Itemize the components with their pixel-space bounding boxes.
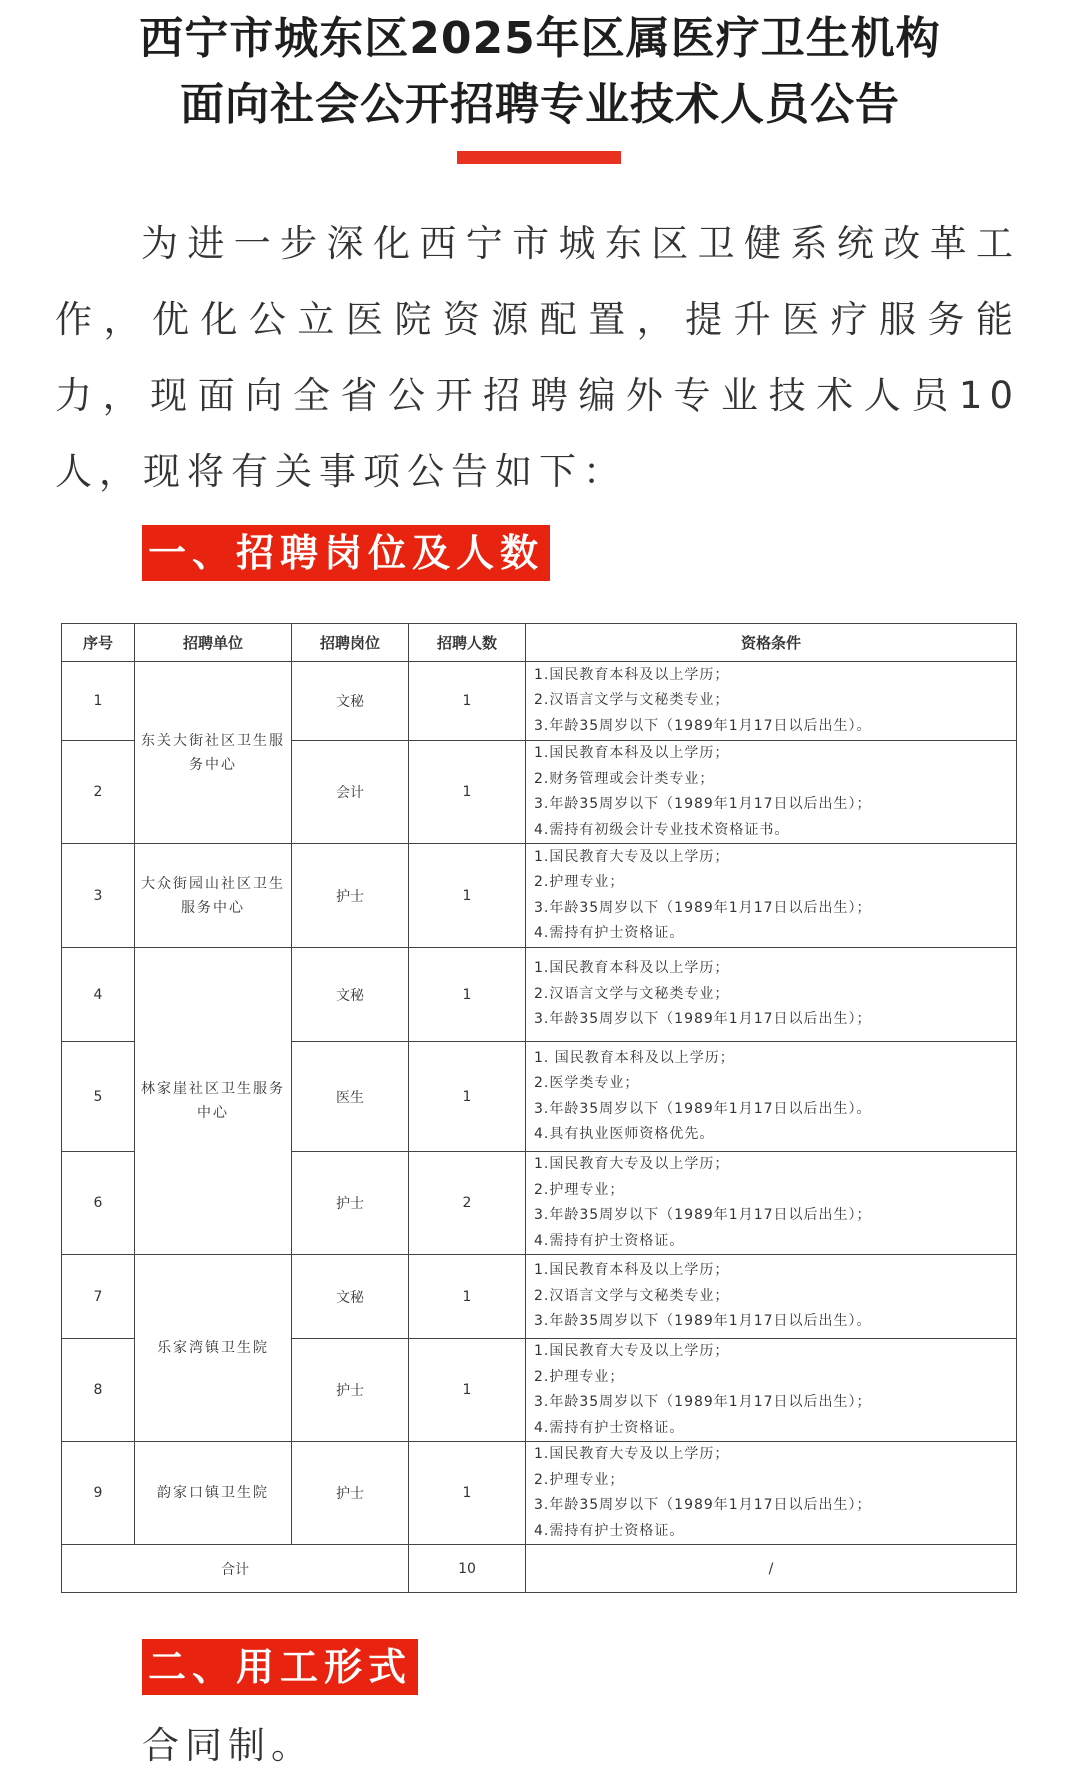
section-heading-employment: 二、用工形式 [142, 1639, 418, 1695]
page-title-line2: 面向社会公开招聘专业技术人员公告 [180, 79, 900, 130]
condition-line: 3.年龄35周岁以下（1989年1月17日以后出生）； [534, 796, 872, 812]
row-count: 1 [409, 1442, 526, 1545]
condition-line: 4.需持有护士资格证。 [534, 1232, 685, 1249]
section-heading-positions: 一、招聘岗位及人数 [142, 525, 550, 581]
title-underline-bar [457, 151, 621, 164]
row-post: 护士 [292, 1339, 409, 1442]
table-row [62, 1255, 1017, 1339]
row-count: 1 [409, 741, 526, 844]
row-count: 1 [409, 1339, 526, 1442]
condition-line: 3.年龄35周岁以下（1989年1月17日以后出生）； [534, 1207, 872, 1223]
row-post: 护士 [292, 1152, 409, 1255]
row-conditions [526, 1255, 1017, 1339]
row-conditions [526, 844, 1017, 948]
row-no: 8 [62, 1339, 135, 1442]
condition-line: 3.年龄35周岁以下（1989年1月17日以后出生）。 [534, 1100, 872, 1117]
condition-line: 4.需持有初级会计专业技术资格证书。 [534, 821, 790, 838]
condition-line: 3.年龄35周岁以下（1989年1月17日以后出生）； [534, 1497, 872, 1513]
total-conditions: / [526, 1545, 1017, 1593]
condition-line: 4.需持有护士资格证。 [534, 1522, 685, 1539]
header-conditions: 资格条件 [526, 624, 1017, 662]
condition-line: 2.护理专业； [534, 1181, 625, 1198]
condition-line: 3.年龄35周岁以下（1989年1月17日以后出生）。 [534, 717, 872, 734]
row-count: 1 [409, 662, 526, 741]
intro-paragraph: 为进一步深化西宁市城东区卫健系统改革工作，优化公立医院资源配置，提升医疗服务能力，现面向全省公开招聘编外专业技术人员10人，现将有关事项公告如下： [55, 222, 1020, 493]
row-post: 文秘 [292, 948, 409, 1042]
condition-line: 2.医学类专业； [534, 1075, 640, 1091]
row-unit: 大众街园山社区卫生服务中心 [135, 844, 292, 948]
condition-line: 2.护理专业； [534, 874, 625, 890]
condition-line: 2.护理专业； [534, 1368, 625, 1385]
row-conditions [526, 662, 1017, 741]
header-count: 招聘人数 [409, 624, 526, 662]
row-unit: 乐家湾镇卫生院 [135, 1255, 292, 1442]
row-conditions [526, 741, 1017, 844]
employment-form-text: 合同制。 [142, 1724, 314, 1767]
row-no: 5 [62, 1042, 135, 1152]
condition-line: 1.国民教育本科及以上学历； [534, 1262, 730, 1279]
condition-line: 1.国民教育大专及以上学历； [534, 848, 730, 865]
table-row [62, 948, 1017, 1042]
row-post: 文秘 [292, 662, 409, 741]
total-row [62, 1545, 1017, 1593]
row-count: 1 [409, 948, 526, 1042]
table-header-row [62, 624, 1017, 662]
total-count: 10 [409, 1545, 526, 1593]
row-unit: 东关大街社区卫生服务中心 [135, 662, 292, 844]
header-no: 序号 [62, 624, 135, 662]
row-conditions [526, 1042, 1017, 1152]
page-title-line1: 西宁市城东区2025年区属医疗卫生机构 [139, 13, 941, 64]
row-no: 3 [62, 844, 135, 948]
condition-line: 1.国民教育大专及以上学历； [534, 1343, 730, 1359]
row-no: 2 [62, 741, 135, 844]
header-post: 招聘岗位 [292, 624, 409, 662]
condition-line: 2.汉语言文学与文秘类专业； [534, 1287, 730, 1304]
condition-line: 4.具有执业医师资格优先。 [534, 1126, 715, 1142]
row-post: 会计 [292, 741, 409, 844]
row-post: 医生 [292, 1042, 409, 1152]
condition-line: 1.国民教育本科及以上学历； [534, 745, 730, 761]
condition-line: 1.国民教育本科及以上学历； [534, 960, 730, 977]
condition-line: 3.年龄35周岁以下（1989年1月17日以后出生）； [534, 1394, 872, 1410]
row-count: 1 [409, 844, 526, 948]
condition-line: 1.国民教育本科及以上学历； [534, 666, 730, 683]
row-no: 6 [62, 1152, 135, 1255]
total-label: 合计 [62, 1545, 409, 1593]
row-count: 2 [409, 1152, 526, 1255]
condition-line: 2.财务管理或会计类专业； [534, 770, 715, 787]
table-row [62, 1442, 1017, 1545]
condition-line: 2.护理专业； [534, 1471, 625, 1488]
condition-line: 4.需持有护士资格证。 [534, 925, 685, 941]
condition-line: 1.国民教育大专及以上学历； [534, 1156, 730, 1172]
condition-line: 2.汉语言文学与文秘类专业； [534, 985, 730, 1002]
condition-line: 3.年龄35周岁以下（1989年1月17日以后出生）； [534, 899, 872, 916]
condition-line: 4.需持有护士资格证。 [534, 1419, 685, 1436]
table-row [62, 662, 1017, 741]
row-no: 7 [62, 1255, 135, 1339]
condition-line: 2.汉语言文学与文秘类专业； [534, 692, 730, 709]
row-count: 1 [409, 1042, 526, 1152]
row-no: 4 [62, 948, 135, 1042]
row-unit: 韵家口镇卫生院 [135, 1442, 292, 1545]
condition-line: 1.国民教育大专及以上学历； [534, 1446, 730, 1462]
row-no: 1 [62, 662, 135, 741]
row-post: 护士 [292, 1442, 409, 1545]
row-conditions [526, 1442, 1017, 1545]
row-conditions [526, 1152, 1017, 1255]
row-unit: 林家崖社区卫生服务中心 [135, 948, 292, 1255]
row-conditions [526, 948, 1017, 1042]
job-table [61, 623, 1017, 1593]
condition-line: 3.年龄35周岁以下（1989年1月17日以后出生）； [534, 1011, 872, 1028]
row-no: 9 [62, 1442, 135, 1545]
row-count: 1 [409, 1255, 526, 1339]
row-conditions [526, 1339, 1017, 1442]
condition-line: 1. 国民教育本科及以上学历； [534, 1049, 735, 1066]
row-post: 护士 [292, 844, 409, 948]
condition-line: 3.年龄35周岁以下（1989年1月17日以后出生）。 [534, 1313, 872, 1330]
row-post: 文秘 [292, 1255, 409, 1339]
header-unit: 招聘单位 [135, 624, 292, 662]
table-row [62, 844, 1017, 948]
